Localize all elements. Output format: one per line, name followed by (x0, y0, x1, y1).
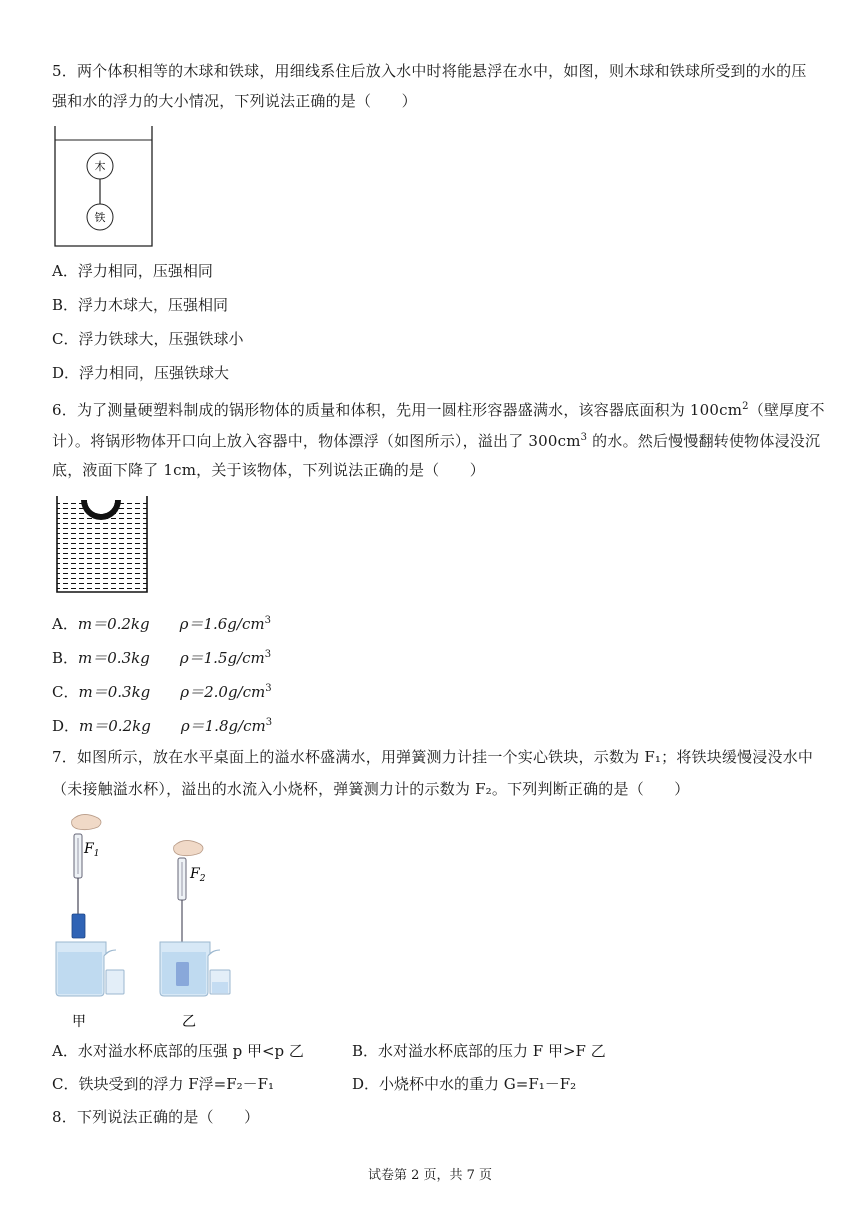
q6-option-d-sup: 3 (265, 717, 273, 728)
q6-line-1-tail: （壁厚度不 (748, 401, 825, 419)
q6-option-c-letter: C． (52, 683, 79, 701)
q5-option-a: A．浮力相同，压强相同 (52, 262, 213, 280)
force-label-right: $F_2$ (190, 866, 206, 884)
q6-option-d-density: ρ＝1.8g/cm (180, 717, 266, 735)
q6-line-2-text: 计）。将锅形物体开口向上放入容器中，物体漂浮（如图所示），溢出了 300cm (52, 432, 581, 450)
page-footer: 试卷第 2 页，共 7 页 (367, 1168, 493, 1183)
q6-option-c-density: ρ＝2.0g/cm (180, 683, 266, 701)
q6-line-3: 底，液面下降了 1cm，关于该物体，下列说法正确的是（ ） (52, 461, 485, 479)
setup-left (56, 814, 124, 1030)
force-label-left: $F_1$ (84, 841, 100, 859)
iron-block-right (176, 962, 189, 986)
q6-option-c-sup: 3 (265, 683, 272, 694)
q6-option-a-mass: m＝0.2kg (77, 615, 150, 633)
q6-option-b-sup: 3 (264, 649, 272, 660)
setup-right (160, 840, 230, 1030)
q6-line-1-text: 6．为了测量硬塑料制成的锅形物体的质量和体积，先用一圆柱形容器盛满水，该容器底面积为 100cm (52, 401, 743, 419)
iron-block-left (72, 914, 85, 938)
q6-line-2 (52, 427, 820, 452)
q7-option-b: B．水对溢水杯底部的压力 F 甲>F 乙 (352, 1042, 606, 1060)
wood-ball-label: 木 (94, 160, 106, 173)
q6-option-a-letter: A． (52, 615, 78, 633)
q7-option-d: D．小烧杯中水的重力 G=F₁－F₂ (352, 1075, 577, 1093)
small-beaker-left (106, 970, 124, 994)
q5-option-d: D．浮力相同，压强铁球大 (52, 364, 230, 382)
label-yi: 乙 (182, 1014, 196, 1030)
q6-option-a-density: ρ＝1.6g/cm (179, 615, 265, 633)
q6-line-2-sup: 3 (580, 432, 588, 443)
q8-line-1: 8．下列说法正确的是（ ） (52, 1108, 260, 1126)
q7-option-a: A．水对溢水杯底部的压强 p 甲<p 乙 (52, 1042, 304, 1060)
q6-option-b (52, 644, 271, 669)
hand-left-icon (72, 814, 101, 829)
q6-option-b-mass: m＝0.3kg (78, 649, 150, 667)
q7-line-2: （未接触溢水杯），溢出的水流入小烧杯，弹簧测力计的示数为 F₂。下列判断正确的是（ ） (52, 780, 690, 798)
q5-option-b: B．浮力木球大，压强相同 (52, 296, 229, 314)
iron-ball-label: 铁 (94, 211, 106, 224)
hand-right-icon (174, 840, 203, 855)
q7-option-c: C．铁块受到的浮力 F浮=F₂－F₁ (52, 1075, 275, 1093)
q6-line-2-tail: 的水。然后慢慢翻转使物体浸没沉 (587, 432, 821, 450)
q7-line-1: 7．如图所示，放在水平桌面上的溢水杯盛满水，用弹簧测力计挂一个实心铁块，示数为 F₁；将铁块缓慢浸没水中 (52, 748, 814, 766)
q6-option-b-density: ρ＝1.5g/cm (179, 649, 265, 667)
q5-line-2: 强和水的浮力的大小情况，下列说法正确的是（ ） (52, 92, 417, 110)
label-jia: 甲 (72, 1014, 86, 1030)
q6-option-a-sup: 3 (264, 615, 271, 626)
q6-line-1-sup: 2 (742, 401, 749, 412)
q6-option-b-letter: B． (52, 649, 79, 667)
q6-figure (55, 496, 151, 594)
q5-figure (50, 126, 155, 248)
q7-figure (50, 810, 250, 1034)
q6-line-1 (52, 396, 825, 421)
q6-option-a (52, 610, 271, 635)
q5-line-1: 5．两个体积相等的木球和铁球，用细线系住后放入水中时将能悬浮在水中，如图，则木球和铁球所受到的水的压 (52, 62, 807, 80)
q6-option-d-letter: D． (52, 717, 80, 735)
q6-option-d (52, 712, 272, 737)
q6-option-d-mass: m＝0.2kg (79, 717, 151, 735)
q6-option-c (52, 678, 272, 703)
q6-option-c-mass: m＝0.3kg (78, 683, 151, 701)
q5-option-c: C．浮力铁球大，压强铁球小 (52, 330, 244, 348)
